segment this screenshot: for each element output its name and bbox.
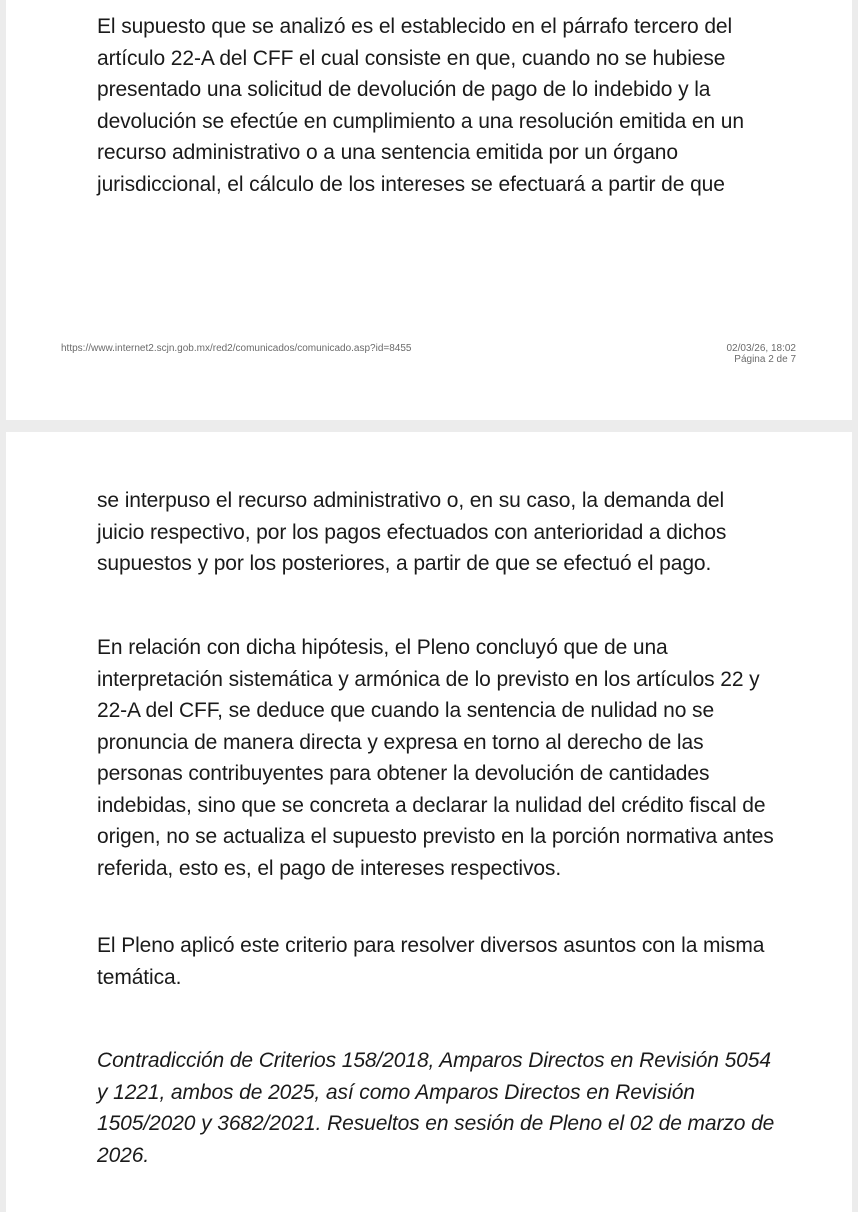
document-page-2 [6, 0, 852, 420]
footer-meta [726, 343, 796, 365]
paragraph-continuation: se interpuso el recurso administrativo o, en su caso, la demanda del juicio respectivo, por los pagos efectuados con anterioridad a dichos supuestos y por los posteriores, a partir de que se efectuó el pago. [97, 489, 727, 575]
footer-url: https://www.internet2.scjn.gob.mx/red2/comunicados/comunicado.asp?id=8455 [61, 343, 412, 354]
footer-datetime: 02/03/26, 18:02 [726, 343, 796, 354]
footer-page-number: Página 2 de 7 [734, 354, 796, 365]
document-page-3 [6, 432, 852, 1212]
paragraph-pleno-conclusion: En relación con dicha hipótesis, el Pleno concluyó que de una interpretación sistemática y armónica de lo previsto en los artículos 22 y 22-A del CFF, se deduce que cuando la sentencia de nulidad no se pronuncia de manera directa y expresa en torno al derecho de las personas contribuyentes para obtener la devolución de cantidades indebidas, sino que se concreta a declarar la nulidad del crédito fiscal de origen, no se actualiza el supuesto previsto en la porción normativa antes referida, esto es, el pago de intereses respectivos. [97, 636, 774, 880]
case-citation: Contradicción de Criterios 158/2018, Amparos Directos en Revisión 5054 y 1221, ambos de 2025, así como Amparos Directos en Revisión 1505/2020 y 3682/2021. Resueltos en sesión de Pleno el 02 de marzo de 2026. [97, 1049, 775, 1167]
paragraph-criterion-applied: El Pleno aplicó este criterio para resolver diversos asuntos con la misma temática. [97, 934, 765, 989]
paragraph-analyzed-assumption: El supuesto que se analizó es el establecido en el párrafo tercero del artículo 22-A del CFF el cual consiste en que, cuando no se hubiese presentado una solicitud de devolución de pago de lo indebido y la devolución se efectúe en cumplimiento a una resolución emitida en un recurso administrativo o a una sentencia emitida por un órgano jurisdiccional, el cálculo de los intereses se efectuará a partir de que [97, 15, 744, 196]
